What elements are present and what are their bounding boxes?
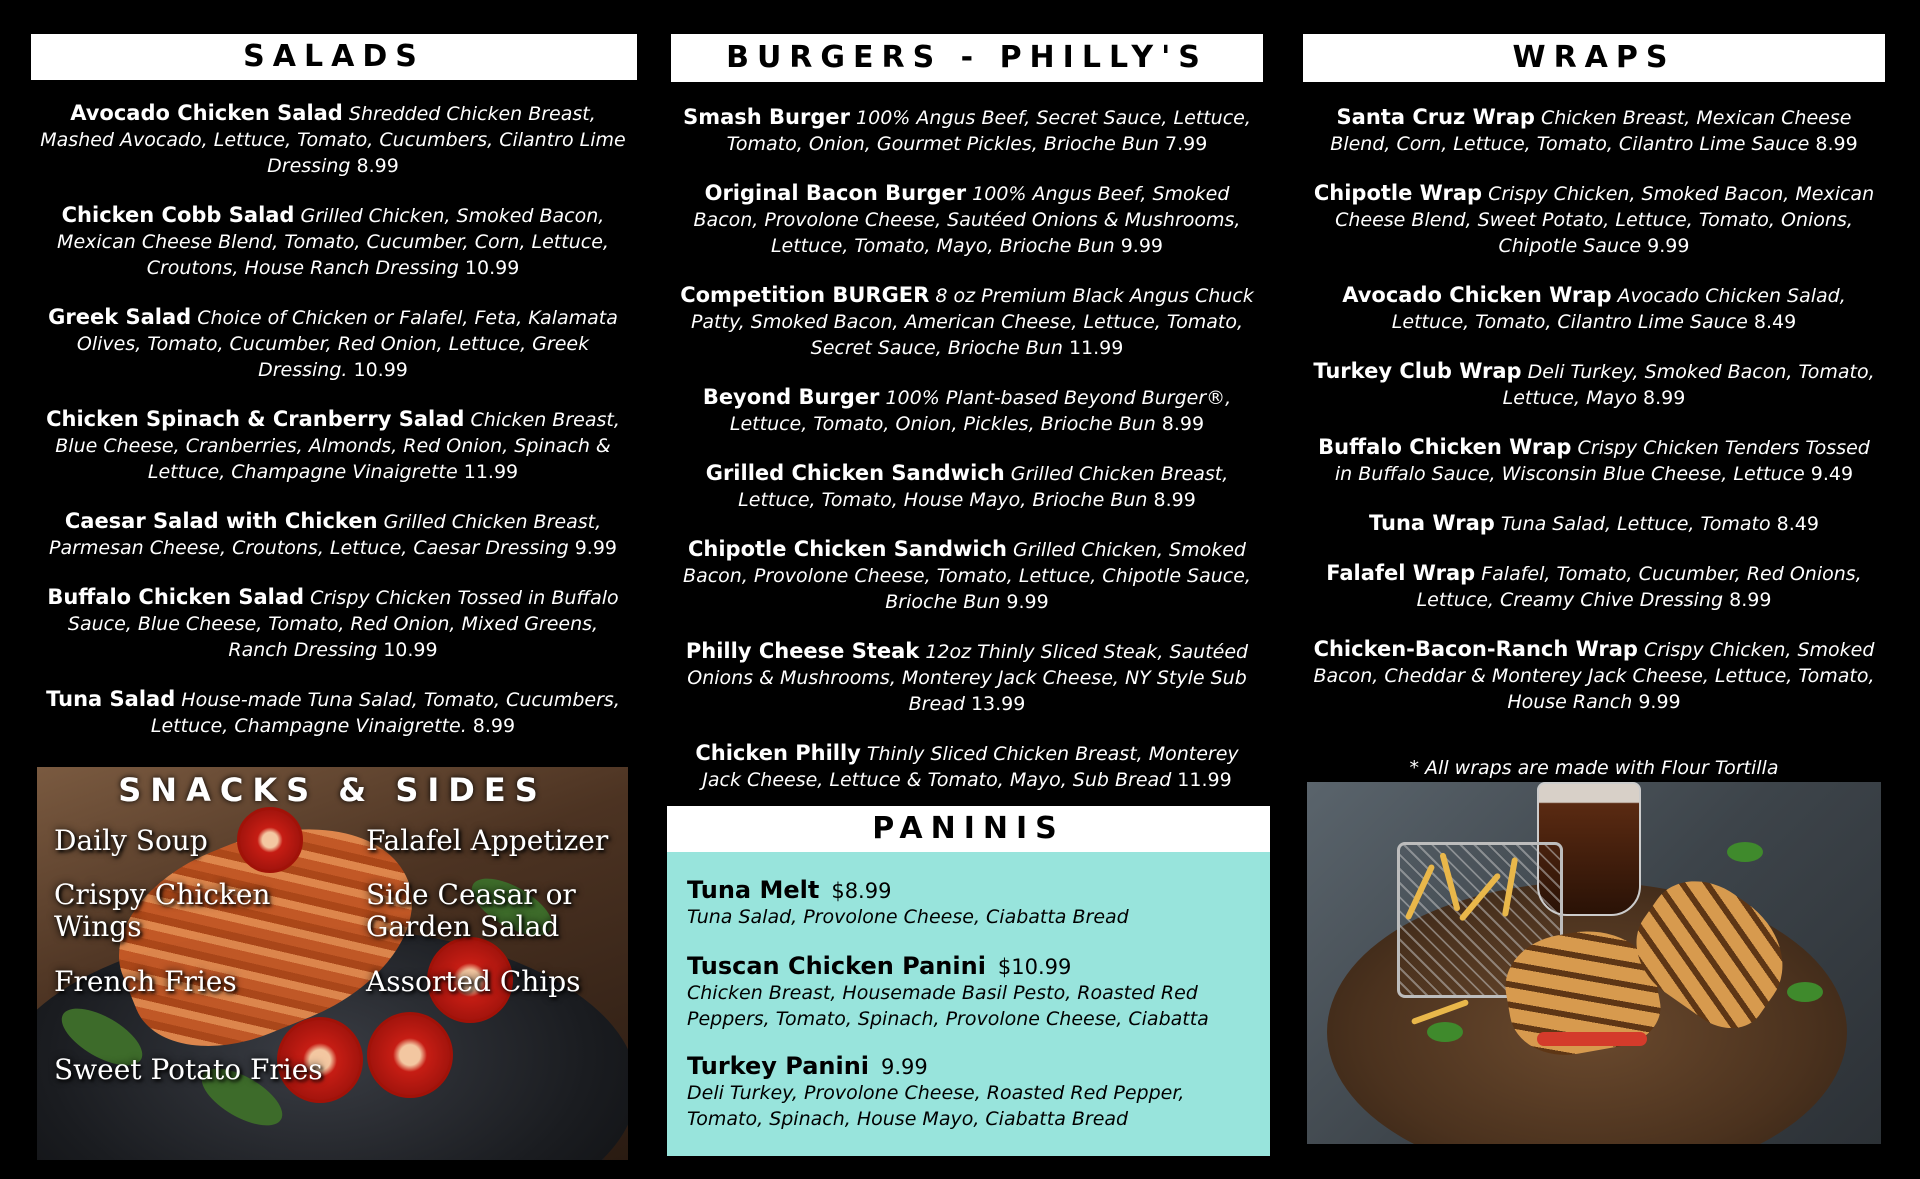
item-name: Chicken Cobb Salad xyxy=(61,203,295,227)
item-price: 8.99 xyxy=(1643,387,1686,409)
wraps-note: * All wraps are made with Flour Tortilla xyxy=(1409,757,1779,779)
item-price: 8.49 xyxy=(1776,513,1819,535)
salads-list xyxy=(40,100,626,762)
item-name: Chipotle Wrap xyxy=(1313,181,1483,205)
item-name: Buffalo Chicken Salad xyxy=(47,585,305,609)
item-desc: Shredded Chicken Breast, Mashed Avocado, Lettuce, Tomato, Cucumbers, Cilantro Lime Dressing xyxy=(40,103,626,177)
item-desc: 12oz Thinly Sliced Steak, Sautéed Onions & Mushrooms, Monterey Jack Cheese, NY Style Sub Bread xyxy=(687,641,1249,715)
basil-leaf xyxy=(1427,1022,1463,1042)
item-name: Tuna Salad xyxy=(46,687,176,711)
item-desc: Grilled Chicken, Smoked Bacon, Provolone Cheese, Tomato, Lettuce, Chipotle Sauce, Brioche Bun xyxy=(683,539,1251,613)
menu-item xyxy=(40,304,626,383)
item-name: Philly Cheese Steak xyxy=(685,639,920,663)
paninis-header: PANINIS xyxy=(667,806,1270,852)
panini-item xyxy=(687,876,1257,930)
item-desc: Deli Turkey, Provolone Cheese, Roasted Red Pepper, Tomato, Spinach, House Mayo, Ciabatta Bread xyxy=(687,1082,1185,1130)
menu-item xyxy=(676,460,1258,513)
panini-photo xyxy=(1307,782,1881,1144)
item-desc: Grilled Chicken, Smoked Bacon, Mexican Cheese Blend, Tomato, Cucumber, Corn, Lettuce, Croutons, House Ranch Dressing xyxy=(57,205,609,279)
item-price: 11.99 xyxy=(1068,337,1124,359)
item-desc: Grilled Chicken Breast, Parmesan Cheese, Croutons, Lettuce, Caesar Dressing xyxy=(48,511,602,559)
item-name: Turkey Panini xyxy=(687,1052,870,1080)
salads-header: SALADS xyxy=(31,34,637,80)
menu-item xyxy=(40,508,626,561)
item-price: 9.99 xyxy=(881,1055,928,1079)
item-name: Beyond Burger xyxy=(702,385,880,409)
burgers-header: BURGERS - PHILLY'S xyxy=(671,34,1263,82)
item-price: 9.99 xyxy=(574,537,618,559)
menu-item xyxy=(40,686,626,739)
item-name: Turkey Club Wrap xyxy=(1313,359,1522,383)
item-name: Avocado Chicken Wrap xyxy=(1342,283,1612,307)
menu-item xyxy=(1308,358,1880,411)
item-name: Buffalo Chicken Wrap xyxy=(1318,435,1572,459)
item-price: 13.99 xyxy=(970,693,1026,715)
item-desc: Crispy Chicken, Smoked Bacon, Cheddar & Monterey Jack Cheese, Lettuce, Tomato, House Ranch xyxy=(1313,639,1875,713)
item-desc: Deli Turkey, Smoked Bacon, Tomato, Lettuce, Mayo xyxy=(1502,361,1875,409)
menu-item xyxy=(40,406,626,485)
panini-item xyxy=(687,952,1257,1032)
item-price: $8.99 xyxy=(831,879,892,903)
item-price: 9.99 xyxy=(1638,691,1681,713)
menu-item xyxy=(40,202,626,281)
snack-item: Falafel Appetizer xyxy=(366,824,609,857)
item-price: 7.99 xyxy=(1165,133,1208,155)
item-name: Grilled Chicken Sandwich xyxy=(705,461,1005,485)
menu-item xyxy=(1308,104,1880,157)
item-desc: Tuna Salad, Provolone Cheese, Ciabatta Bread xyxy=(687,906,1129,928)
wraps-header: WRAPS xyxy=(1303,34,1885,82)
item-name: Chicken-Bacon-Ranch Wrap xyxy=(1313,637,1638,661)
basil-leaf xyxy=(1787,982,1823,1002)
menu-item xyxy=(676,638,1258,717)
item-price: 11.99 xyxy=(1177,769,1232,791)
item-price: 9.49 xyxy=(1810,463,1854,485)
menu-item xyxy=(40,100,626,179)
tomato-filling xyxy=(1537,1032,1647,1046)
item-name: Caesar Salad with Chicken xyxy=(64,509,378,533)
item-desc: Falafel, Tomato, Cucumber, Red Onions, Lettuce, Creamy Chive Dressing xyxy=(1416,563,1862,611)
item-desc: 100% Plant-based Beyond Burger®, Lettuce, Tomato, Onion, Pickles, Brioche Bun xyxy=(729,387,1232,435)
item-name: Avocado Chicken Salad xyxy=(70,101,343,125)
item-name: Chipotle Chicken Sandwich xyxy=(687,537,1007,561)
menu-item xyxy=(676,282,1258,361)
menu-item xyxy=(1308,434,1880,487)
item-price: 9.99 xyxy=(1647,235,1690,257)
menu-item xyxy=(1308,180,1880,259)
item-name: Greek Salad xyxy=(48,305,192,329)
item-desc: Crispy Chicken, Smoked Bacon, Mexican Cheese Blend, Sweet Potato, Lettuce, Tomato, Onions, Chipotle Sauce xyxy=(1335,183,1875,257)
panini-item xyxy=(687,1052,1257,1132)
snack-item: Assorted Chips xyxy=(366,965,581,998)
item-name: Falafel Wrap xyxy=(1326,561,1476,585)
snack-item: Crispy Chicken Wings xyxy=(54,878,271,943)
wraps-list xyxy=(1308,104,1880,738)
item-desc: Avocado Chicken Salad, Lettuce, Tomato, Cilantro Lime Sauce xyxy=(1391,285,1846,333)
item-desc: Thinly Sliced Chicken Breast, Monterey Jack Cheese, Lettuce & Tomato, Mayo, Sub Bread xyxy=(702,743,1239,791)
item-desc: Tuna Salad, Lettuce, Tomato xyxy=(1500,513,1771,535)
item-name: Chicken Spinach & Cranberry Salad xyxy=(46,407,465,431)
burgers-list xyxy=(676,104,1258,816)
snacks-panel xyxy=(37,767,628,1160)
item-price: 8.99 xyxy=(1815,133,1858,155)
tomato-slice xyxy=(237,807,303,873)
item-desc: 100% Angus Beef, Secret Sauce, Lettuce, Tomato, Onion, Gourmet Pickles, Brioche Bun xyxy=(726,107,1251,155)
item-desc: 8 oz Premium Black Angus Chuck Patty, Smoked Bacon, American Cheese, Lettuce, Tomato, Secret Sauce, Brioche Bun xyxy=(690,285,1254,359)
item-name: Tuna Wrap xyxy=(1369,511,1495,535)
item-name: Smash Burger xyxy=(683,105,850,129)
snack-item: Side Ceasar or Garden Salad xyxy=(366,878,576,943)
item-desc: Grilled Chicken Breast, Lettuce, Tomato, House Mayo, Brioche Bun xyxy=(738,463,1229,511)
menu-item xyxy=(40,584,626,663)
item-name: Tuscan Chicken Panini xyxy=(687,952,986,980)
item-price: 10.99 xyxy=(353,359,408,381)
item-name: Competition BURGER xyxy=(680,283,930,307)
menu-item xyxy=(1308,636,1880,715)
item-price: 9.99 xyxy=(1006,591,1049,613)
item-price: 8.49 xyxy=(1753,311,1797,333)
item-desc: Crispy Chicken Tenders Tossed in Buffalo Sauce, Wisconsin Blue Cheese, Lettuce xyxy=(1334,437,1870,485)
item-price: 10.99 xyxy=(383,639,438,661)
item-desc: Chicken Breast, Mexican Cheese Blend, Corn, Lettuce, Tomato, Cilantro Lime Sauce xyxy=(1330,107,1852,155)
item-desc: Chicken Breast, Blue Cheese, Cranberries, Almonds, Red Onion, Spinach & Lettuce, Champagne Vinaigrette xyxy=(55,409,620,483)
snacks-title: SNACKS & SIDES xyxy=(118,771,547,809)
item-price: 8.99 xyxy=(472,715,516,737)
snack-item: Daily Soup xyxy=(54,824,208,857)
menu-item xyxy=(676,384,1258,437)
item-name: Chicken Philly xyxy=(695,741,861,765)
item-desc: Choice of Chicken or Falafel, Feta, Kalamata Olives, Tomato, Cucumber, Red Onion, Lettuce, Greek Dressing. xyxy=(76,307,618,381)
menu-item xyxy=(1308,560,1880,613)
item-name: Original Bacon Burger xyxy=(704,181,967,205)
item-desc: House-made Tuna Salad, Tomato, Cucumbers, Lettuce, Champagne Vinaigrette. xyxy=(150,689,620,737)
item-price: 8.99 xyxy=(1161,413,1205,435)
snack-item: French Fries xyxy=(54,965,237,998)
tomato-slice xyxy=(367,1012,453,1098)
item-price: 9.99 xyxy=(1120,235,1164,257)
item-price: 8.99 xyxy=(1153,489,1196,511)
item-price: 10.99 xyxy=(464,257,520,279)
basil-leaf xyxy=(1727,842,1763,862)
snack-item: Sweet Potato Fries xyxy=(54,1053,323,1086)
item-desc: 100% Angus Beef, Smoked Bacon, Provolone Cheese, Sautéed Onions & Mushrooms, Lettuce, Tomato, Mayo, Brioche Bun xyxy=(693,183,1241,257)
item-name: Tuna Melt xyxy=(687,876,820,904)
item-price: 11.99 xyxy=(463,461,519,483)
menu-item xyxy=(1308,282,1880,335)
item-price: 8.99 xyxy=(1729,589,1772,611)
item-desc: Chicken Breast, Housemade Basil Pesto, Roasted Red Peppers, Tomato, Spinach, Provolone Cheese, Ciabatta xyxy=(687,982,1209,1030)
menu-item xyxy=(1308,510,1880,537)
paninis-panel xyxy=(667,852,1270,1156)
item-price: $10.99 xyxy=(997,955,1072,979)
menu-item xyxy=(676,104,1258,157)
menu-item xyxy=(676,180,1258,259)
item-price: 8.99 xyxy=(356,155,399,177)
menu-item xyxy=(676,536,1258,615)
item-name: Santa Cruz Wrap xyxy=(1336,105,1535,129)
menu-item xyxy=(676,740,1258,793)
item-desc: Crispy Chicken Tossed in Buffalo Sauce, Blue Cheese, Tomato, Red Onion, Mixed Greens, Ranch Dressing xyxy=(67,587,619,661)
